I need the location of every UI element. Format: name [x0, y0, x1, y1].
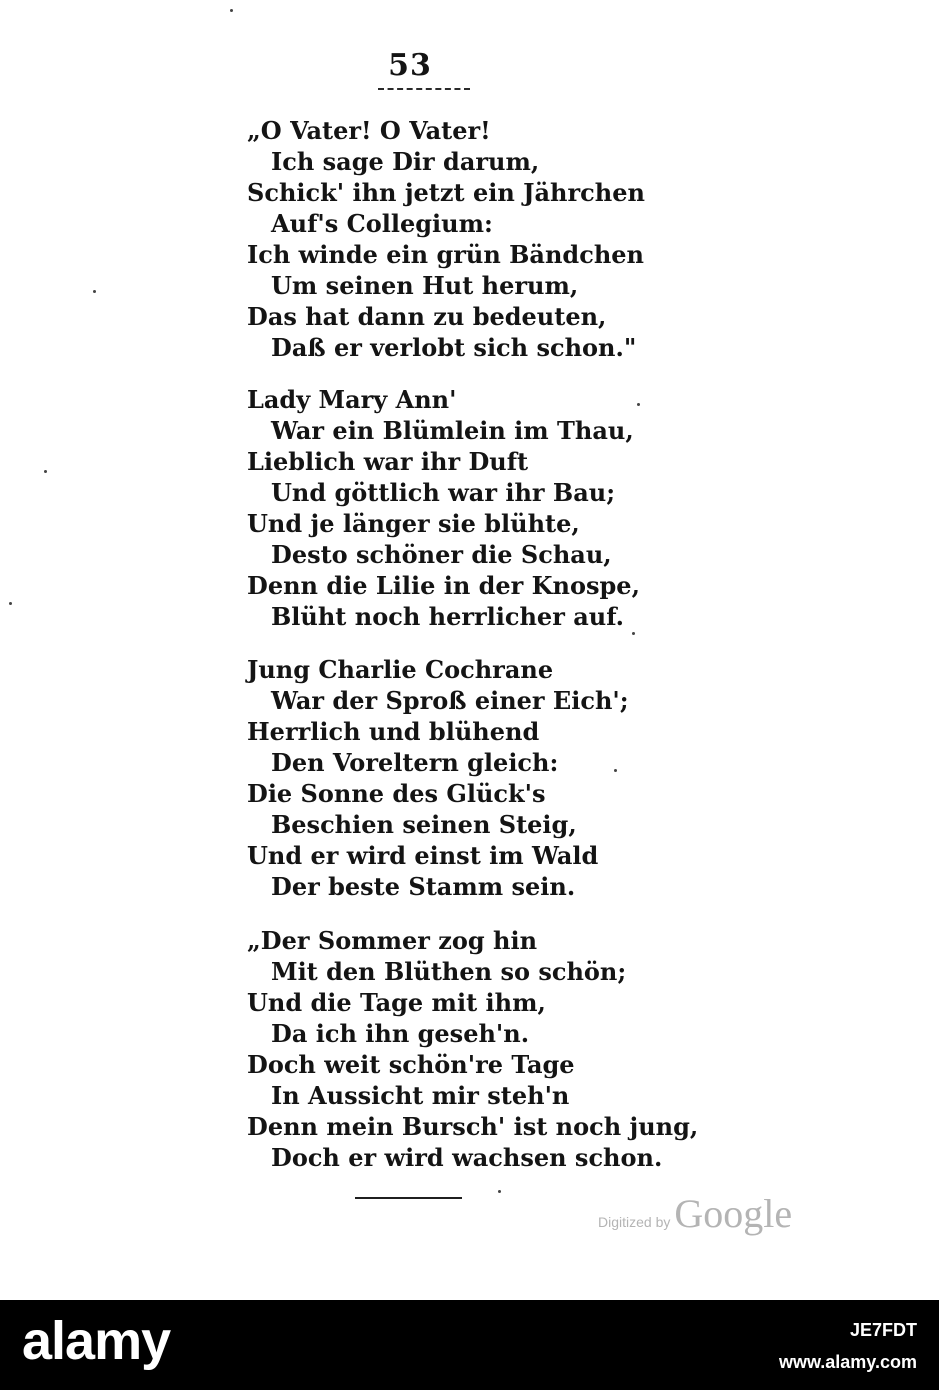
verse-line: Mit den Blüthen so schön;: [271, 957, 627, 986]
stock-footer-bar: [0, 1300, 939, 1390]
verse-line: Denn die Lilie in der Knospe,: [247, 571, 640, 600]
verse-line: Ich sage Dir darum,: [271, 147, 540, 176]
image-id: JE7FDT: [849, 1320, 917, 1340]
verse-line: Und göttlich war ihr Bau;: [271, 478, 616, 507]
verse-line: War der Sproß einer Eich';: [271, 686, 629, 715]
verse-line: Auf's Collegium:: [271, 209, 493, 238]
end-rule: [355, 1197, 462, 1199]
page-number-rule: [378, 88, 470, 90]
verse-line: War ein Blümlein im Thau,: [271, 416, 634, 445]
verse-line: Jung Charlie Cochrane: [247, 655, 554, 684]
verse-line: „Der Sommer zog hin: [247, 926, 538, 955]
verse-line: Doch weit schön're Tage: [247, 1050, 575, 1079]
verse-line: Die Sonne des Glück's: [247, 779, 546, 808]
verse-line: Lieblich war ihr Duft: [247, 447, 529, 476]
scan-speck: [44, 470, 47, 473]
watermark-prefix: Digitized by: [598, 1214, 671, 1230]
verse-line: Das hat dann zu bedeuten,: [247, 302, 607, 331]
watermark-brand: Google: [674, 1191, 793, 1236]
verse-line: Da ich ihn geseh'n.: [271, 1019, 530, 1048]
scan-speck: [632, 632, 635, 635]
verse-line: Doch er wird wachsen schon.: [271, 1143, 663, 1172]
scan-speck: [498, 1190, 501, 1193]
verse-line: Lady Mary Ann': [247, 385, 457, 414]
verse-line: Und er wird einst im Wald: [247, 841, 599, 870]
verse-line: „O Vater! O Vater!: [247, 116, 491, 145]
verse-line: Und die Tage mit ihm,: [247, 988, 546, 1017]
verse-line: In Aussicht mir steh'n: [271, 1081, 570, 1110]
scan-speck: [93, 290, 96, 293]
verse-line: Daß er verlobt sich schon.": [271, 333, 637, 362]
verse-line: Den Voreltern gleich:: [271, 748, 559, 777]
scan-speck: [230, 9, 233, 12]
verse-line: Herrlich und blühend: [247, 717, 540, 746]
page-number: 53: [388, 48, 432, 83]
verse-line: Desto schöner die Schau,: [271, 540, 612, 569]
scan-speck: [637, 403, 640, 406]
alamy-logo: alamy: [22, 1311, 171, 1371]
verse-line: Um seinen Hut herum,: [271, 271, 579, 300]
digitized-by-google-watermark: [598, 1190, 792, 1237]
verse-line: Beschien seinen Steig,: [271, 810, 577, 839]
verse-line: Der beste Stamm sein.: [271, 872, 576, 901]
verse-line: Und je länger sie blühte,: [247, 509, 580, 538]
scan-speck: [614, 769, 617, 772]
verse-line: Blüht noch herrlicher auf.: [271, 602, 625, 631]
footer-url: www.alamy.com: [778, 1352, 917, 1372]
verse-line: Schick' ihn jetzt ein Jährchen: [247, 178, 645, 207]
scan-speck: [9, 602, 12, 605]
verse-line: Denn mein Bursch' ist noch jung,: [247, 1112, 699, 1141]
verse-line: Ich winde ein grün Bändchen: [247, 240, 644, 269]
